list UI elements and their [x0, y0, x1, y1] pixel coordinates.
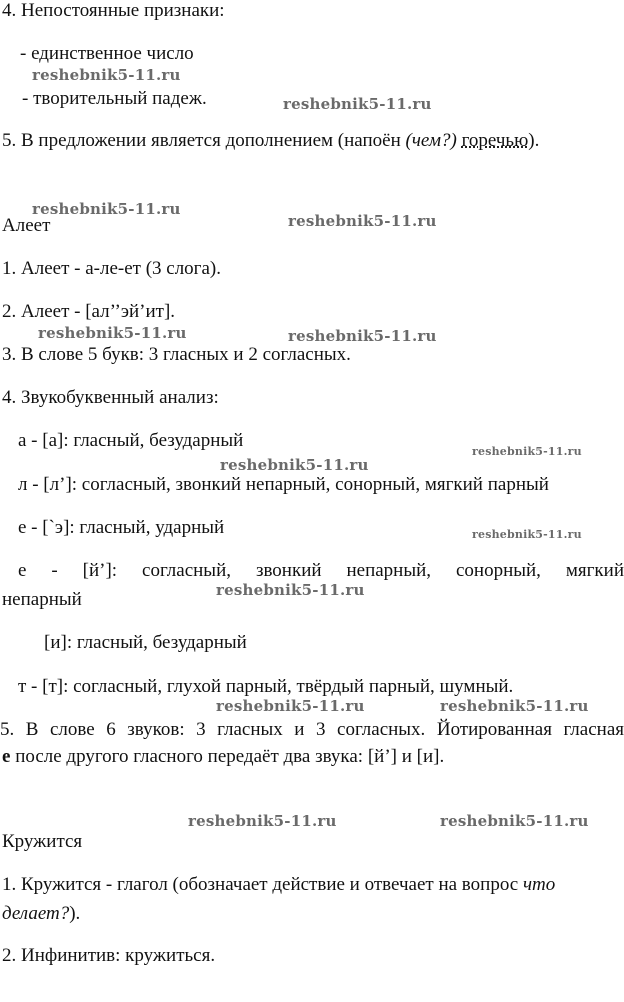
paragraph-iotated-vowel — [2, 746, 444, 768]
paragraph-sounds-count: 5. В слове 6 звуков: 3 гласных и 3 согласных. Йотированная гласная — [0, 719, 624, 740]
paragraph-transcription: 2. Алеет - [ал’’эй’ит]. — [2, 301, 176, 322]
paragraph-syllables: 1. Алеет - а-ле-ет (3 слога). — [2, 258, 221, 279]
sound-row-a: а - [а]: гласный, безударный — [18, 430, 244, 451]
heading-nonconstant-features: 4. Непостоянные признаки: — [2, 0, 225, 21]
text-segment: ). — [69, 903, 81, 924]
sound-row-e2-continuation: непарный — [2, 589, 82, 610]
paragraph-part-of-speech — [2, 874, 555, 896]
text-segment: ). — [528, 130, 540, 151]
sound-row-t: т - [т]: согласный, глухой парный, твёрдый парный, шумный. — [18, 676, 514, 697]
paragraph-letters-count: 3. В слове 5 букв: 3 гласных и 2 согласных. — [2, 344, 351, 365]
watermark: reshebnik5-11.ru — [38, 324, 187, 342]
paragraph-analysis-heading: 4. Звукобуквенный анализ: — [2, 387, 219, 408]
watermark: reshebnik5-11.ru — [216, 581, 365, 599]
watermark: reshebnik5-11.ru — [188, 812, 337, 830]
sound-row-l: л - [л’]: согласный, звонкий непарный, сонорный, мягкий парный — [18, 474, 549, 495]
watermark: reshebnik5-11.ru — [288, 327, 437, 345]
watermark: reshebnik5-11.ru — [440, 812, 589, 830]
section-title-kruzhitsya: Кружится — [2, 831, 83, 852]
question-text: (чем?) — [405, 130, 457, 151]
list-item-singular: - единственное число — [20, 43, 194, 64]
watermark: reshebnik5-11.ru — [32, 200, 181, 218]
watermark: reshebnik5-11.ru — [216, 697, 365, 715]
paragraph-infinitive: 2. Инфинитив: кружиться. — [2, 945, 216, 966]
watermark: reshebnik5-11.ru — [472, 445, 582, 458]
sound-row-e1: е - [`э]: гласный, ударный — [18, 517, 225, 538]
watermark: reshebnik5-11.ru — [440, 697, 589, 715]
text-segment: 1. Кружится - глагол (обозначает действие и отвечает на вопрос — [2, 874, 523, 895]
bold-letter: е — [2, 746, 11, 767]
watermark: reshebnik5-11.ru — [220, 456, 369, 474]
watermark: reshebnik5-11.ru — [283, 95, 432, 113]
sound-row-e2: е - [й’]: согласный, звонкий непарный, сонорный, мягкий — [18, 560, 624, 581]
watermark: reshebnik5-11.ru — [288, 212, 437, 230]
section-title-aleet: Алеет — [2, 215, 51, 236]
question-text: делает? — [2, 903, 70, 924]
paragraph-object-role — [2, 130, 539, 152]
watermark: reshebnik5-11.ru — [32, 66, 181, 84]
question-text: что — [522, 874, 556, 895]
text-segment: 5. В предложении является дополнением (напоён — [2, 130, 406, 151]
text-segment: после другого гласного передаёт два звука: [й’] и [и]. — [10, 746, 445, 767]
underlined-word: горечью — [461, 130, 529, 151]
list-item-instrumental: - творительный падеж. — [22, 88, 207, 109]
watermark: reshebnik5-11.ru — [472, 528, 582, 541]
paragraph-part-of-speech-continued — [2, 903, 80, 925]
sound-row-i: [и]: гласный, безударный — [44, 632, 247, 653]
